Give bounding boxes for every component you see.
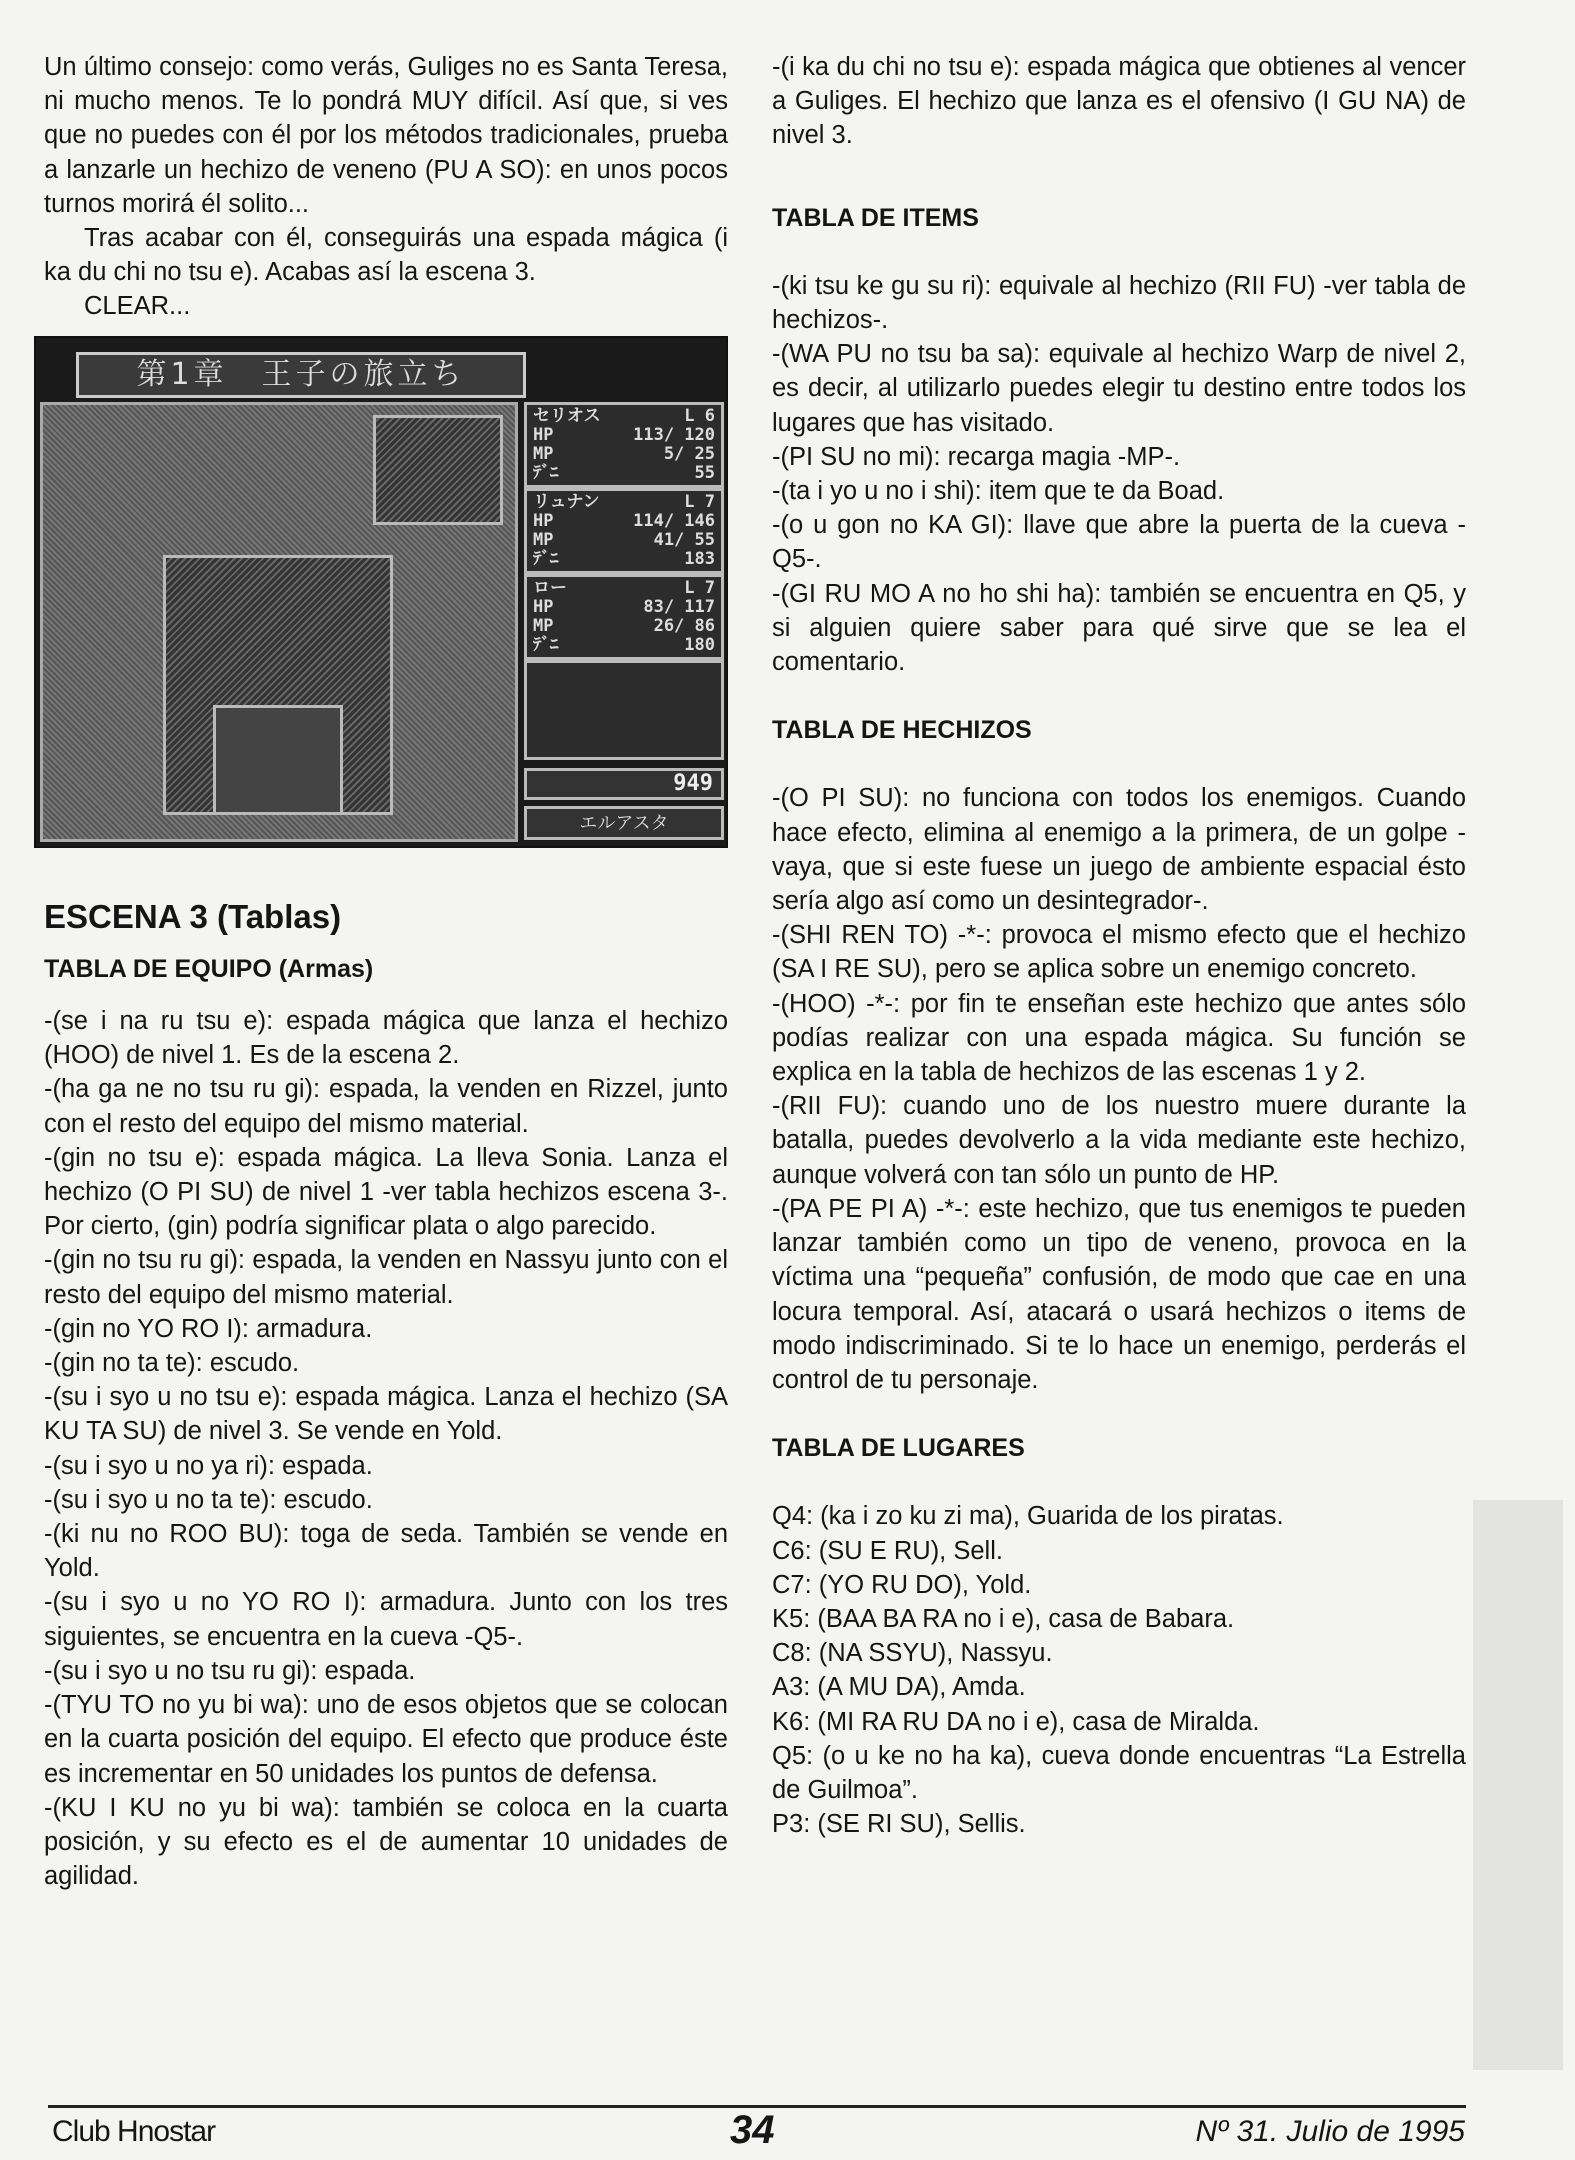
list-entry: P3: (SE RI SU), Sellis. bbox=[772, 1810, 1026, 1839]
list-entry: -(gin no YO RO I): armadura. bbox=[44, 1314, 373, 1343]
chapter-title: 第1章 王子の旅立ち bbox=[76, 352, 526, 398]
paragraph: -(i ka du chi no tsu e): espada mágica que obtienes al vencer a Guliges. El hechizo que lanza es el ofensivo (I GU NA) de nivel 3. bbox=[772, 53, 1466, 150]
footer-issue: Nº 31. Julio de 1995 bbox=[1195, 2115, 1465, 2148]
paragraph: Un último consejo: como verás, Guliges no es Santa Teresa, ni mucho menos. Te lo pondrá MUY difícil. Así que, si ves que no puedes con él por los métodos tradicionales, prueba a lanzarle un hechizo de veneno (PU A SO): en unos pocos turnos morirá él solito... bbox=[44, 53, 728, 218]
list-entry: -(PA PE PI A) -*-: este hechizo, que tus enemigos te pueden lanzar también como un tipo de veneno, provoca en la víctima una “pequeña” confusión, de modo que cae en una locura temporal. Así, atacará o usará hechizos o items de modo indiscriminado. Si te lo hace un enemigo, perderás el control de tu personaje. bbox=[772, 1194, 1466, 1394]
list-entry: -(WA PU no tsu ba sa): equivale al hechizo Warp de nivel 2, es decir, al utilizarlo puedes elegir tu destino entre todos los lugares que has visitado. bbox=[772, 340, 1466, 437]
lugares-heading: TABLA DE LUGARES bbox=[772, 1434, 1025, 1463]
list-entry: -(se i na ru tsu e): espada mágica que lanza el hechizo (HOO) de nivel 1. Es de la escena 2. bbox=[44, 1007, 728, 1070]
hechizos-list bbox=[772, 781, 1466, 1397]
game-screenshot bbox=[34, 336, 728, 848]
right-column bbox=[772, 50, 1466, 1841]
section-title: ESCENA 3 (Tablas) bbox=[44, 897, 342, 935]
list-entry: -(su i syo u no ya ri): espada. bbox=[44, 1451, 373, 1480]
party-member-3: ロー L 7 HP 83/ 117 MP 26/ 86 ﾃﾞﾆ 180 bbox=[524, 574, 724, 660]
list-entry: A3: (A MU DA), Amda. bbox=[772, 1673, 1026, 1702]
list-entry: -(ha ga ne no tsu ru gi): espada, la venden en Rizzel, junto con el resto del equipo del mismo material. bbox=[44, 1075, 728, 1138]
list-entry: K5: (BAA BA RA no i e), casa de Babara. bbox=[772, 1604, 1235, 1633]
paragraph: Tras acabar con él, conseguirás una espada mágica (i ka du chi no tsu e). Acabas así la escena 3. bbox=[44, 224, 728, 287]
page-number: 34 bbox=[730, 2108, 775, 2152]
left-column bbox=[44, 50, 728, 1893]
equipo-heading: TABLA DE EQUIPO (Armas) bbox=[44, 954, 374, 983]
list-entry: -(PI SU no mi): recarga magia -MP-. bbox=[772, 442, 1181, 471]
list-entry: -(ta i yo u no i shi): item que te da Boad. bbox=[772, 477, 1225, 506]
location-name: エルアスタ bbox=[524, 806, 724, 840]
items-list bbox=[772, 269, 1466, 679]
list-entry: -(ki tsu ke gu su ri): equivale al hechizo (RII FU) -ver tabla de hechizos-. bbox=[772, 271, 1466, 335]
list-entry: -(ki nu no ROO BU): toga de seda. También se vende en Yold. bbox=[44, 1520, 728, 1583]
list-entry: -(su i syo u no tsu ru gi): espada. bbox=[44, 1656, 416, 1685]
list-entry: C8: (NA SSYU), Nassyu. bbox=[772, 1639, 1053, 1668]
list-entry: -(HOO) -*-: por fin te enseñan este hechizo que antes sólo podías realizar con una espada mágica. Su función se explica en la tabla de hechizos de las escenas 1 y 2. bbox=[772, 989, 1466, 1087]
paragraph: CLEAR... bbox=[84, 292, 191, 321]
items-heading: TABLA DE ITEMS bbox=[772, 203, 979, 232]
party-member-1: セリオス L 6 HP 113/ 120 MP 5/ 25 ﾃﾞﾆ 55 bbox=[524, 402, 724, 488]
list-entry: -(gin no tsu e): espada mágica. La lleva Sonia. Lanza el hechizo (O PI SU) de nivel 1 -ver tabla hechizos escena 3-. Por cierto, (gin) podría significar plata o algo parecido. bbox=[44, 1143, 728, 1241]
list-entry: -(GI RU MO A no ho shi ha): también se encuentra en Q5, y si alguien quiere saber para qué sirve que se lea el comentario. bbox=[772, 579, 1466, 677]
list-entry: -(O PI SU): no funciona con todos los enemigos. Cuando hace efecto, elimina al enemigo a la primera, de un golpe -vaya, que si este fuese un juego de ambiente espacial ésto sería algo así como un desintegrador-. bbox=[772, 784, 1466, 916]
list-entry: -(RII FU): cuando uno de los nuestro muere durante la batalla, puedes devolverlo a la vida mediante este hechizo, aunque volverá con tan sólo un punto de HP. bbox=[772, 1092, 1466, 1189]
hechizos-heading: TABLA DE HECHIZOS bbox=[772, 716, 1032, 745]
footer-magazine: Club Hnostar bbox=[52, 2115, 216, 2148]
list-entry: -(TYU TO no yu bi wa): uno de esos objetos que se colocan en la cuarta posición del equipo. El efecto que produce éste es incrementar en 50 unidades los puntos de defensa. bbox=[44, 1691, 728, 1788]
list-entry: -(SHI REN TO) -*-: provoca el mismo efecto que el hechizo (SA I RE SU), pero se aplica sobre un enemigo concreto. bbox=[772, 921, 1466, 984]
lugares-list bbox=[772, 1499, 1466, 1841]
list-entry: -(su i syo u no ta te): escudo. bbox=[44, 1485, 373, 1514]
list-entry: C6: (SU E RU), Sell. bbox=[772, 1536, 1003, 1565]
gold-counter: 949 bbox=[524, 768, 724, 800]
empty-party-slot bbox=[524, 660, 724, 760]
list-entry: -(gin no tsu ru gi): espada, la venden en Nassyu junto con el resto del equipo del mismo material. bbox=[44, 1246, 728, 1309]
list-entry: Q5: (o u ke no ha ka), cueva donde encuentras “La Estrella de Guilmoa”. bbox=[772, 1741, 1466, 1804]
list-entry: -(su i syo u no YO RO I): armadura. Junto con los tres siguientes, se encuentra en la cueva -Q5-. bbox=[44, 1588, 728, 1651]
game-map bbox=[40, 402, 518, 842]
list-entry: -(su i syo u no tsu e): espada mágica. Lanza el hechizo (SA KU TA SU) de nivel 3. Se vende en Yold. bbox=[44, 1383, 728, 1446]
equipo-list bbox=[44, 1004, 728, 1893]
list-entry: -(gin no ta te): escudo. bbox=[44, 1349, 300, 1378]
bleed-through-shade bbox=[1473, 1500, 1563, 2070]
list-entry: -(KU I KU no yu bi wa): también se coloca en la cuarta posición, y su efecto es el de aumentar 10 unidades de agilidad. bbox=[44, 1793, 728, 1891]
party-member-2: リュナン L 7 HP 114/ 146 MP 41/ 55 ﾃﾞﾆ 183 bbox=[524, 488, 724, 574]
list-entry: Q4: (ka i zo ku zi ma), Guarida de los piratas. bbox=[772, 1502, 1284, 1531]
list-entry: C7: (YO RU DO), Yold. bbox=[772, 1570, 1032, 1599]
list-entry: -(o u gon no KA GI): llave que abre la puerta de la cueva -Q5-. bbox=[772, 511, 1466, 574]
list-entry: K6: (MI RA RU DA no i e), casa de Miralda. bbox=[772, 1707, 1260, 1736]
